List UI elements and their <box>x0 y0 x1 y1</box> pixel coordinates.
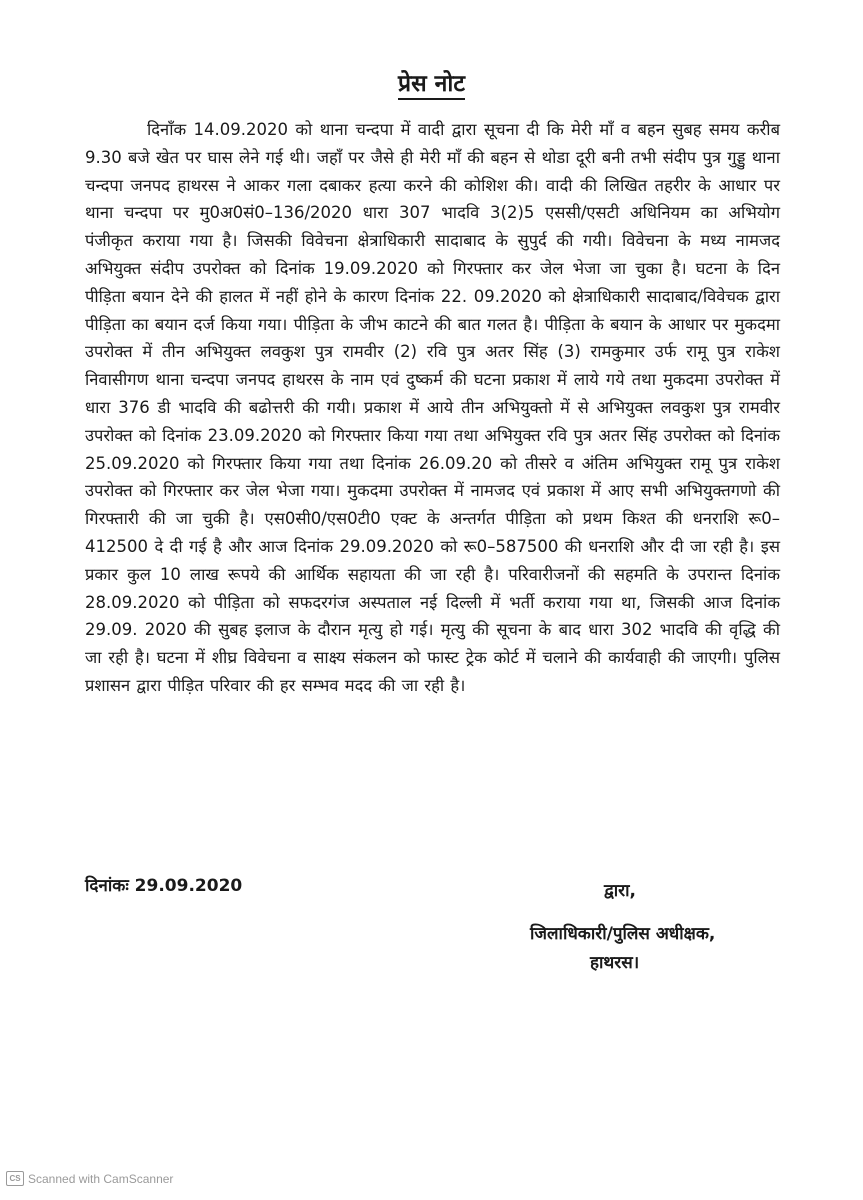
signature-designation: जिलाधिकारी/पुलिस अधीक्षक, <box>530 924 716 944</box>
press-note-body: दिनाँक 14.09.2020 को थाना चन्दपा में वादी द्वारा सूचना दी कि मेरी माँ व बहन सुबह समय करीब 9.30 बजे खेत पर घास लेने गई थी। जहाँ पर जैसे ही मेरी माँ की बहन से थोडा दूरी बनी तभी संदीप पुत्र गुड्डु थाना चन्दपा जनपद हाथरस ने आकर गला दबाकर हत्या करने की कोशिश की। वादी की लिखित तहरीर के आधार पर थाना चन्दपा पर मु0अ0सं0–136/2020 धारा 307 भादवि 3(2)5 एससी/एसटी अधिनियम का अभियोग पंजीकृत कराया गया है। जिसकी विवेचना क्षेत्राधिकारी सादाबाद के सुपुर्द की गयी। विवेचना के मध्य नामजद अभियुक्त संदीप उपरोक्त को दिनांक 19.09.2020 को गिरफ्तार कर जेल भेजा जा चुका है। घटना के दिन पीड़िता बयान देने की हालत में नहीं होने के कारण दिनांक 22. 09.2020 को क्षेत्राधिकारी सादाबाद/विवेचक द्वारा पीड़िता का बयान दर्ज किया गया। पीड़िता के जीभ काटने की बात गलत है। पीड़िता के बयान के आधार पर मुकदमा उपरोक्त में तीन अभियुक्त लवकुश पुत्र रामवीर (2) रवि पुत्र अतर सिंह (3) रामकुमार उर्फ रामू पुत्र राकेश निवासीगण थाना चन्दपा जनपद हाथरस के नाम एवं दुष्कर्म की घटना प्रकाश में लाये गये तथा मुकदमा उपरोक्त में धारा 376 डी भादवि की बढोत्तरी की गयी। प्रकाश में आये तीन अभियुक्तो में से अभियुक्त लवकुश पुत्र रामवीर उपरोक्त को दिनांक 23.09.2020 को गिरफ्तार किया गया तथा अभियुक्त रवि पुत्र अतर सिंह उपरोक्त को दिनांक 25.09.2020 को गिरफ्तार किया गया तथा दिनांक 26.09.20 को तीसरे व अंतिम अभियुक्त रामू पुत्र राकेश उपरोक्त को गिरफ्तार कर जेल भेजा गया। मुकदमा उपरोक्त में नामजद एवं प्रकाश में आए सभी अभियुक्तगणो की गिरफ्तारी की जा चुकी है। एस0सी0/एस0टी0 एक्ट के अन्तर्गत पीड़िता को प्रथम किश्त की धनराशि रू0–412500 दे दी गई है और आज दिनांक 29.09.2020 को रू0–587500 की धनराशि और दी जा रही है। इस प्रकार कुल 10 लाख रूपये की आर्थिक सहायता की जा रही है। परिवारीजनों की सहमति के उपरान्त दिनांक 28.09.2020 को पीड़िता को सफदरगंज अस्पताल नई दिल्ली में भर्ती कराया गया था, जिसकी आज दिनांक 29.09. 2020 की सुबह इलाज के दौरान मृत्यु हो गई। मृत्यु की सूचना के बाद धारा 302 भादवि की वृद्धि की जा रही है। घटना में शीघ्र विवेचना व साक्ष्य संकलन को फास्ट ट्रेक कोर्ट में चलाने की कार्यवाही की जाएगी। पुलिस प्रशासन द्वारा पीड़ित परिवार की हर सम्भव मदद की जा रही है। <box>85 120 780 695</box>
signature-place: हाथरस। <box>590 953 640 973</box>
page-title <box>0 66 863 98</box>
camscanner-watermark <box>6 1171 173 1186</box>
date-line: दिनांकः 29.09.2020 <box>85 876 243 896</box>
camscanner-logo-icon: CS <box>6 1171 24 1186</box>
watermark-text: Scanned with CamScanner <box>28 1171 174 1186</box>
title-text: प्रेस नोट <box>398 71 465 100</box>
signature-by: द्वारा, <box>604 881 636 901</box>
